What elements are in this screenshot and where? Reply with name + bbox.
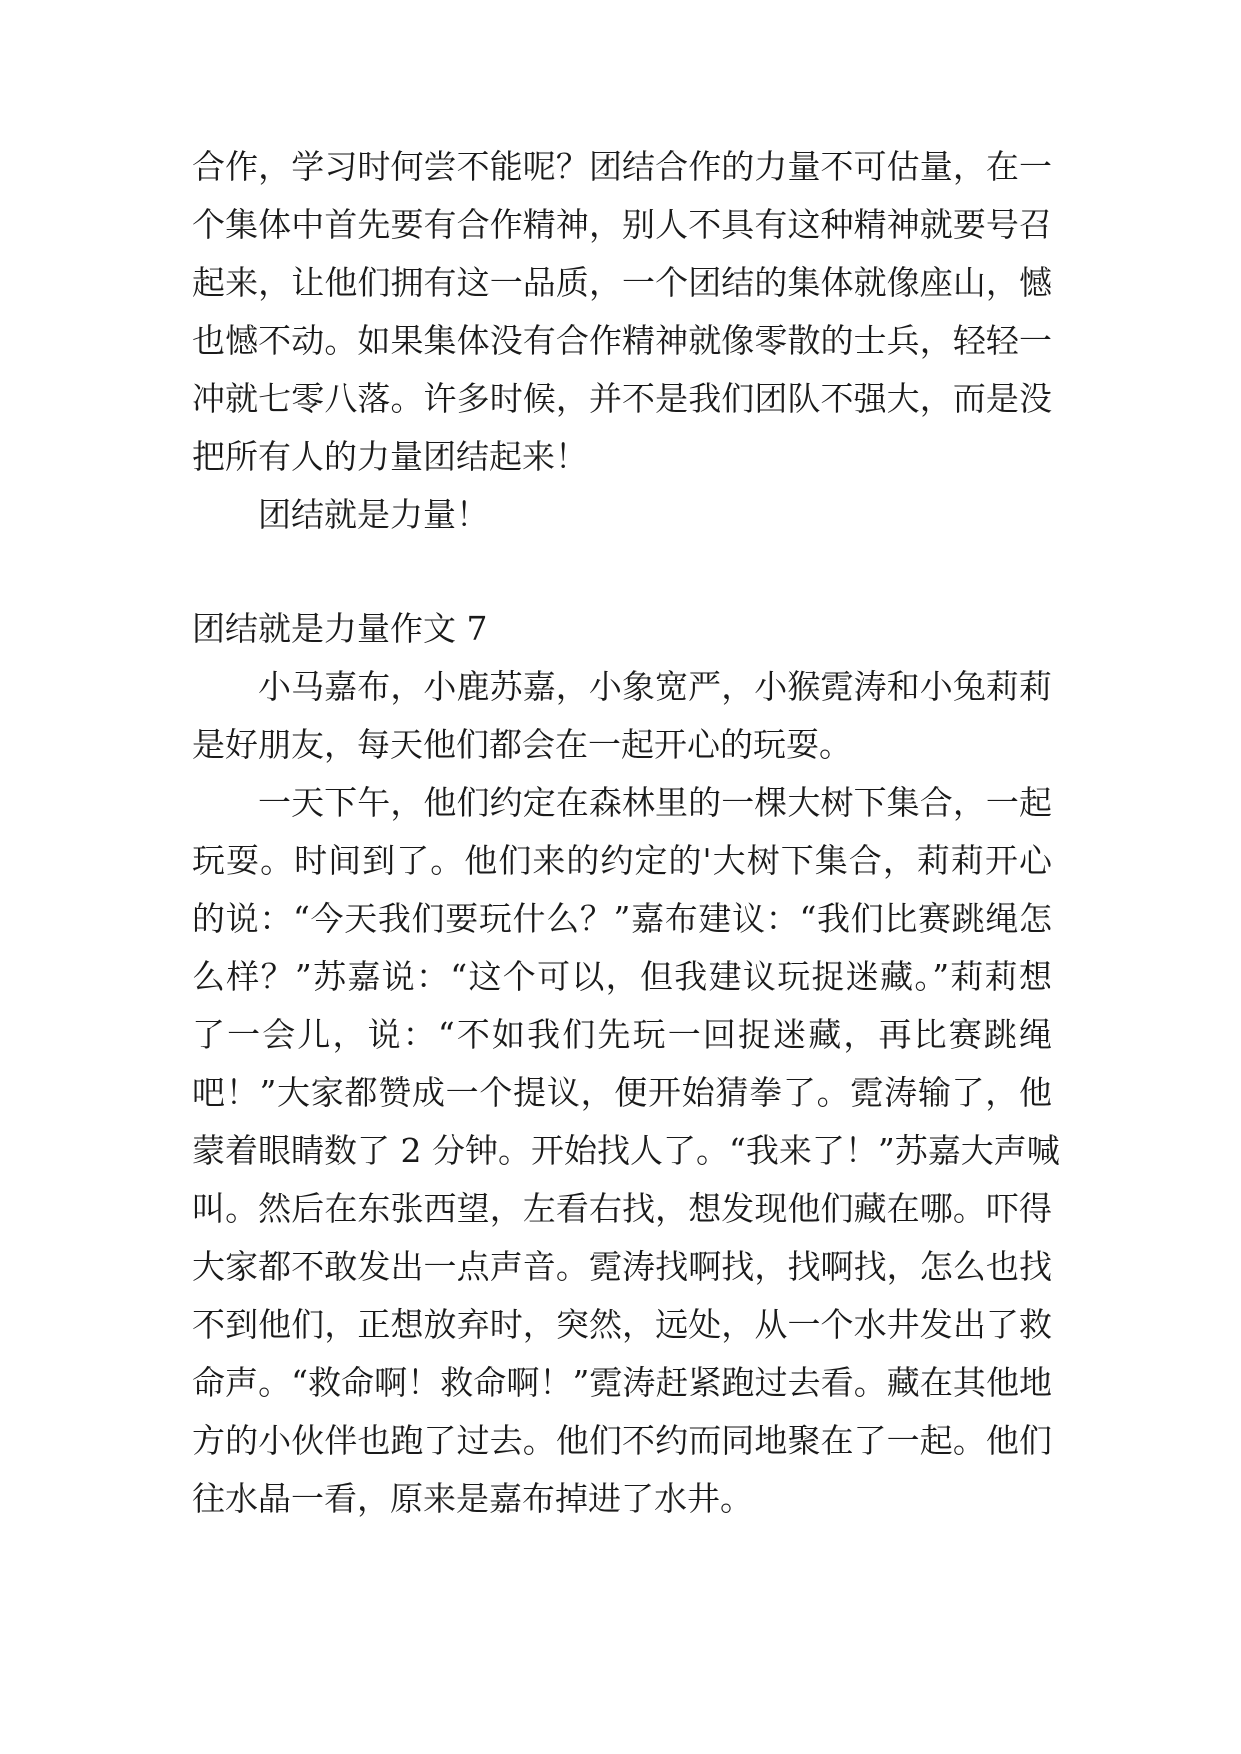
paragraph-line: 往水晶一看，原来是嘉布掉进了水井。 <box>192 1479 753 1518</box>
paragraph-line: 玩耍。时间到了。他们来的约定的'大树下集合，莉莉开心 <box>192 841 1052 880</box>
paragraph-line: 了一会儿，说：“不如我们先玩一回捉迷藏，再比赛跳绳 <box>192 1015 1052 1054</box>
paragraph-line: 方的小伙伴也跑了过去。他们不约而同地聚在了一起。他们 <box>192 1421 1052 1460</box>
section-heading: 团结就是力量作文 7 <box>192 609 488 648</box>
closing-line: 团结就是力量！ <box>258 495 489 534</box>
paragraph-line: 大家都不敢发出一点声音。霓涛找啊找，找啊找，怎么也找 <box>192 1247 1052 1286</box>
paragraph-line: 小马嘉布，小鹿苏嘉，小象宽严，小猴霓涛和小兔莉莉 <box>258 667 1052 706</box>
paragraph-line: 不到他们，正想放弃时，突然，远处，从一个水井发出了救 <box>192 1305 1052 1344</box>
paragraph-line: 命声。“救命啊！救命啊！”霓涛赶紧跑过去看。藏在其他地 <box>192 1363 1052 1402</box>
paragraph-line: 冲就七零八落。许多时候，并不是我们团队不强大，而是没 <box>192 379 1052 418</box>
paragraph-line: 起来，让他们拥有这一品质，一个团结的集体就像座山，憾 <box>192 263 1052 302</box>
paragraph-line: 个集体中首先要有合作精神，别人不具有这种精神就要号召 <box>192 205 1052 244</box>
paragraph-line: 吧！”大家都赞成一个提议，便开始猜拳了。霓涛输了，他 <box>192 1073 1052 1112</box>
paragraph-line: 么样？”苏嘉说：“这个可以，但我建议玩捉迷藏。”莉莉想 <box>192 957 1052 996</box>
paragraph-line: 合作，学习时何尝不能呢？团结合作的力量不可估量，在一 <box>192 147 1052 186</box>
paragraph-line: 也憾不动。如果集体没有合作精神就像零散的士兵，轻轻一 <box>192 321 1052 360</box>
paragraph-line: 蒙着眼睛数了 2 分钟。开始找人了。“我来了！”苏嘉大声喊 <box>192 1131 1060 1170</box>
paragraph-line: 的说：“今天我们要玩什么？”嘉布建议：“我们比赛跳绳怎 <box>192 899 1052 938</box>
paragraph-line: 叫。然后在东张西望，左看右找，想发现他们藏在哪。吓得 <box>192 1189 1052 1228</box>
paragraph-line: 一天下午，他们约定在森林里的一棵大树下集合，一起 <box>258 783 1052 822</box>
paragraph-line: 是好朋友，每天他们都会在一起开心的玩耍。 <box>192 725 852 764</box>
paragraph-line: 把所有人的力量团结起来！ <box>192 437 588 476</box>
